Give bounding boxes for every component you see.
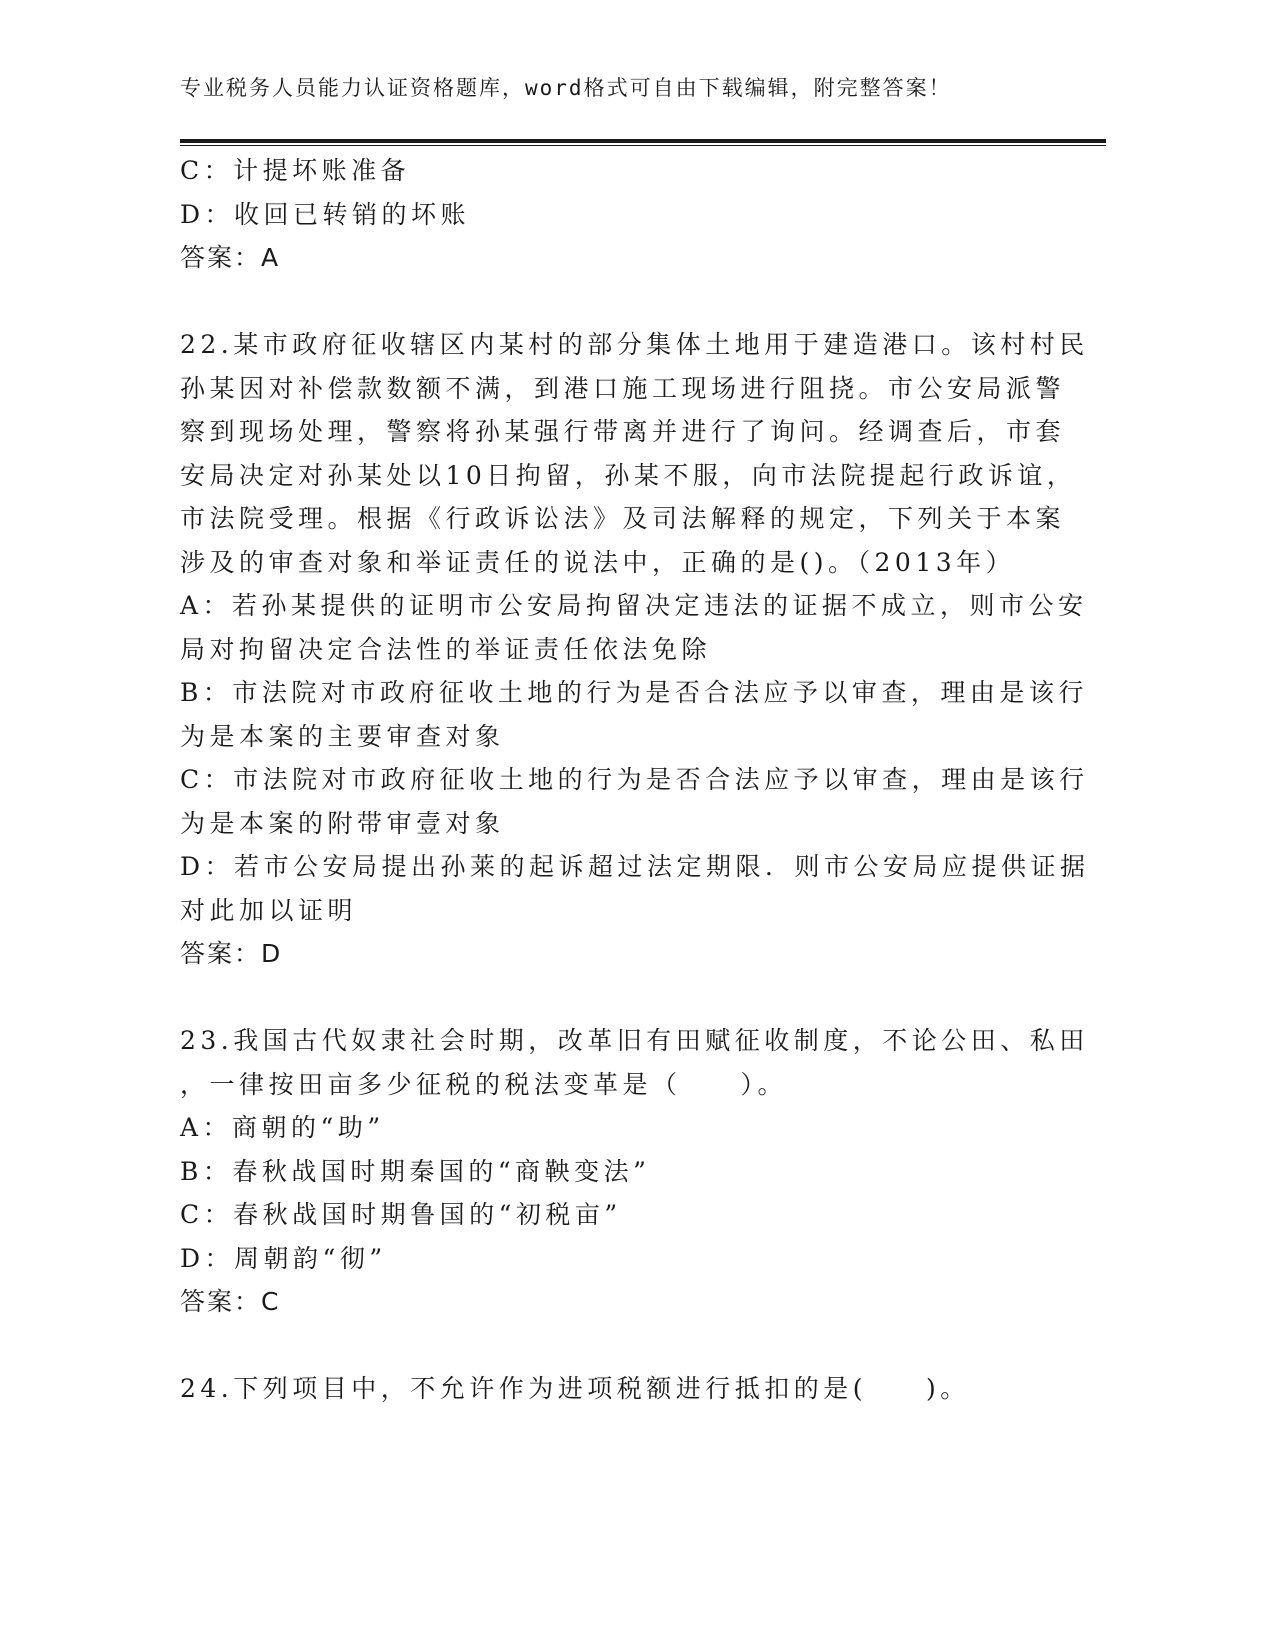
option-c: C：春秋战国时期鲁国的“初税亩” [180,1200,622,1229]
answer-line: 答案：C [180,1287,281,1316]
option-c: C：市法院对市政府征收土地的行为是否合法应予以审查，理由是该行 [180,765,1089,794]
header-rule-thin [180,145,1106,146]
question-stem-line: ，一律按田亩多少征税的税法变革是（ ）。 [180,1069,788,1099]
option-d: D：若市公安局提出孙莱的起诉超过法定期限．则市公安局应提供证据 [180,852,1090,881]
spacer [180,1324,1060,1368]
question-stem-line: 22.某市政府征收辖区内某村的部分集体土地用于建造港口。该村村民 [180,330,1089,359]
option-b: B：春秋战国时期秦国的“商鞅变法” [180,1156,651,1186]
option-d: D：周朝韵“彻” [180,1243,387,1273]
previous-question-tail [180,149,1060,280]
answer-line: 答案：D [180,939,283,968]
question-stem-line: 孙某因对补偿款数额不满，到港口施工现场进行阻挠。市公安局派警 [180,373,1066,403]
option-c-continued: 为是本案的附带审壹对象 [180,808,505,838]
question-24 [180,1367,1060,1411]
answer-line: 答案：A [180,243,281,272]
option-c: C：计提坏账准备 [180,156,411,185]
option-b-continued: 为是本案的主要审查对象 [180,721,505,751]
spacer [180,280,1060,324]
question-stem-line: 23.我国古代奴隶社会时期，改革旧有田赋征收制度，不论公田、私田 [180,1026,1089,1055]
question-stem-line: 安局决定对孙某处以10日拘留，孙某不服，向市法院提起行政诉谊， [180,460,1077,490]
question-stem-line: 市法院受理。根据《行政诉讼法》及司法解释的规定，下列关于本案 [180,504,1066,533]
header-rule-thick [180,139,1106,143]
option-a: A：若孙某提供的证明市公安局拘留决定违法的证据不成立，则市公安 [180,591,1088,620]
option-d-continued: 对此加以证明 [180,895,358,925]
page-header: 专业税务人员能力认证资格题库，word格式可自由下载编辑，附完整答案！ [180,76,952,100]
question-stem-line: 察到现场处理，警察将孙某强行带离并进行了询问。经调查后，市套 [180,417,1066,446]
question-stem-line: 涉及的审查对象和举证责任的说法中，正确的是()。（2013年） [180,547,1016,577]
option-a-continued: 局对拘留决定合法性的举证责任依法免除 [180,634,712,664]
question-content [180,149,1090,1411]
question-22 [180,323,1090,976]
question-23 [180,1019,1089,1324]
spacer [180,976,1060,1020]
option-a: A：商朝的“助” [180,1113,385,1142]
option-b: B：市法院对市政府征收土地的行为是否合法应予以审查，理由是该行 [180,678,1088,707]
option-d: D：收回已转销的坏账 [180,199,471,229]
question-stem-line: 24.下列项目中，不允许作为进项税额进行抵扣的是( )。 [180,1374,970,1403]
